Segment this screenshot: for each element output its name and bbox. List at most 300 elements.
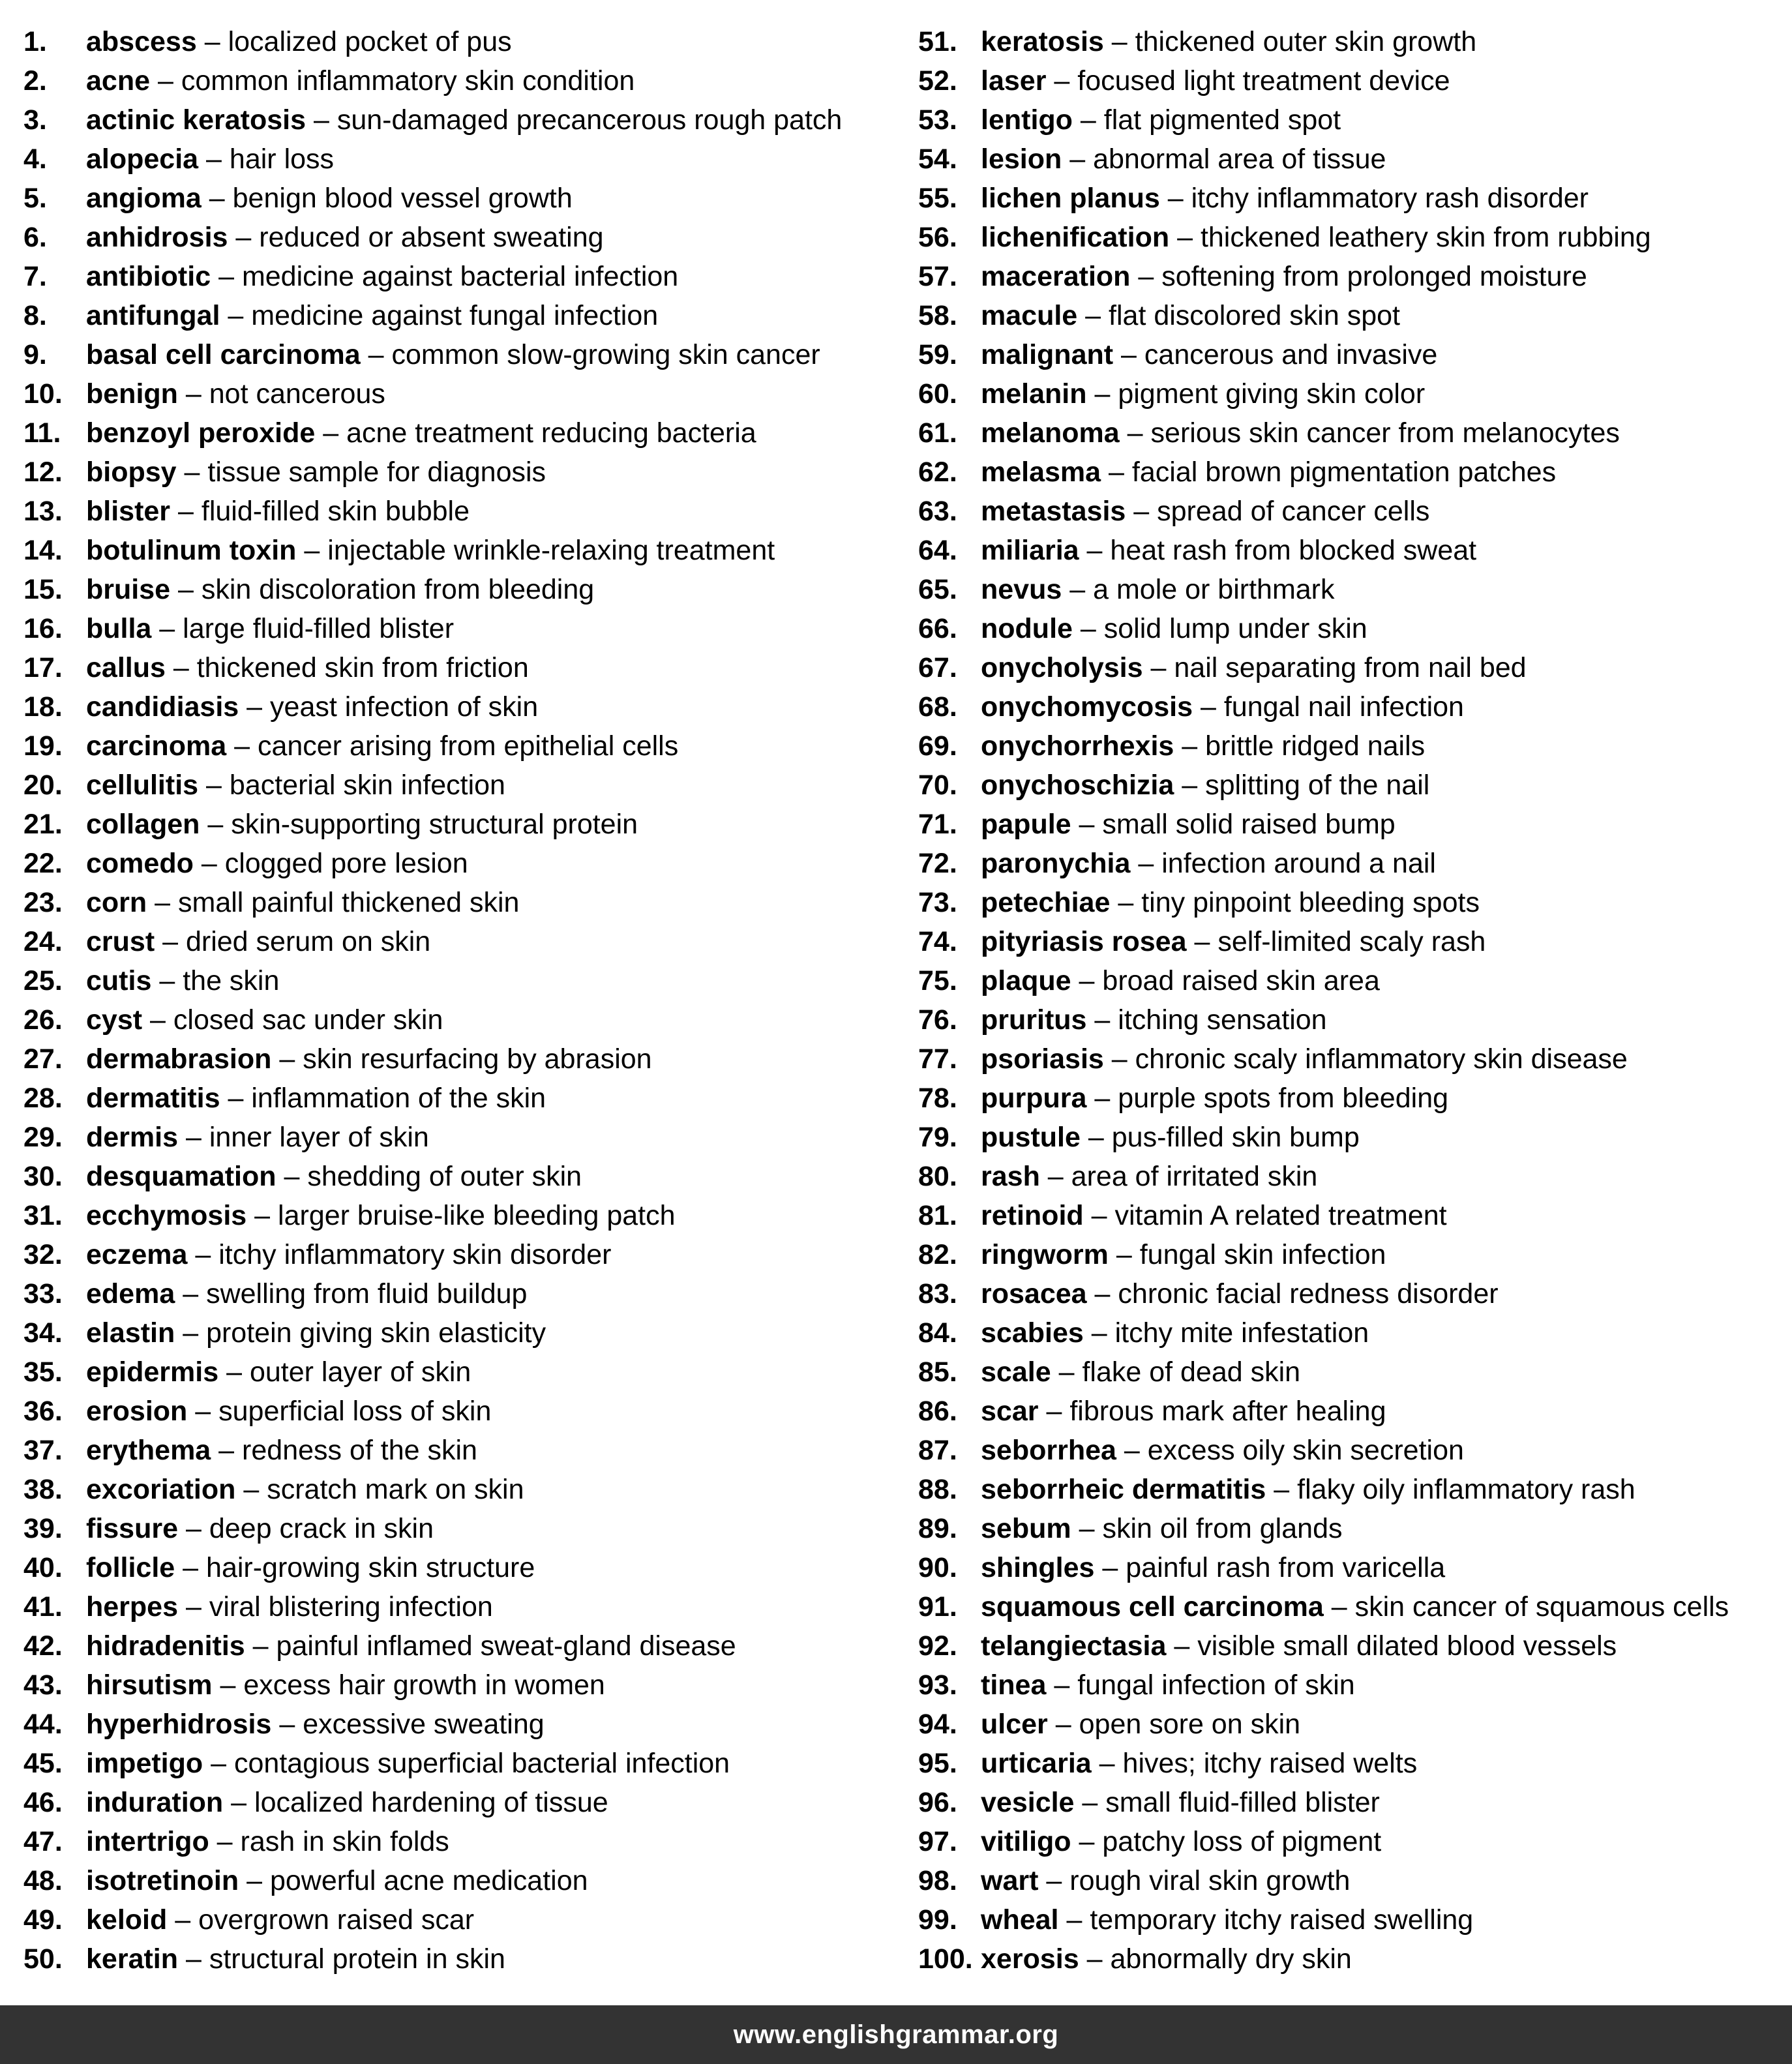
entry-number: 59.	[918, 339, 957, 370]
entry-definition: excess oily skin secretion	[1147, 1435, 1464, 1466]
entry-term: corn	[86, 887, 147, 918]
entry-dash: –	[1331, 1591, 1347, 1623]
entry-definition: fluid-filled skin bubble	[201, 496, 470, 527]
entry-number: 30.	[23, 1161, 63, 1192]
glossary-entry	[23, 1590, 842, 1629]
entry-number: 90.	[918, 1552, 957, 1583]
entry-dash: –	[1080, 104, 1096, 136]
entry-number: 85.	[918, 1356, 957, 1388]
glossary-entry	[23, 1081, 842, 1120]
glossary-entry	[918, 768, 1729, 807]
entry-term: lichenification	[981, 222, 1170, 253]
entry-number: 20.	[23, 770, 63, 801]
entry-number: 66.	[918, 613, 957, 644]
entry-number: 91.	[918, 1591, 957, 1623]
glossary-entry	[918, 651, 1729, 690]
entry-number: 19.	[23, 730, 63, 762]
entry-definition: medicine against bacterial infection	[241, 261, 679, 292]
entry-dash: –	[159, 965, 175, 996]
entry-definition: fibrous mark after healing	[1069, 1396, 1386, 1427]
glossary-entry	[23, 181, 842, 220]
entry-number: 37.	[23, 1435, 63, 1466]
entry-dash: –	[235, 222, 252, 253]
entry-definition: small fluid-filled blister	[1105, 1787, 1380, 1818]
entry-number: 51.	[918, 26, 957, 57]
entry-number: 43.	[23, 1669, 63, 1701]
entry-definition: large fluid-filled blister	[183, 613, 455, 644]
entry-term: anhidrosis	[86, 222, 228, 253]
entry-definition: small painful thickened skin	[178, 887, 520, 918]
glossary-entry	[918, 1707, 1729, 1746]
entry-definition: purple spots from bleeding	[1118, 1083, 1449, 1114]
glossary-entry	[23, 1042, 842, 1081]
entry-definition: the skin	[183, 965, 280, 996]
entry-number: 58.	[918, 300, 957, 331]
entry-number: 32.	[23, 1239, 63, 1270]
glossary-entry	[918, 377, 1729, 416]
entry-number: 42.	[23, 1630, 63, 1662]
entry-definition: hair-growing skin structure	[206, 1552, 535, 1583]
glossary-entry	[23, 768, 842, 807]
entry-dash: –	[1088, 1122, 1104, 1153]
entry-number: 28.	[23, 1083, 63, 1114]
entry-dash: –	[1111, 26, 1127, 57]
entry-definition: protein giving skin elasticity	[206, 1317, 546, 1349]
entry-number: 29.	[23, 1122, 63, 1153]
glossary-entry	[918, 181, 1729, 220]
entry-term: dermatitis	[86, 1083, 220, 1114]
glossary-entry	[918, 964, 1729, 1003]
entry-definition: tissue sample for diagnosis	[207, 456, 546, 488]
entry-term: follicle	[86, 1552, 175, 1583]
entry-term: bruise	[86, 574, 171, 605]
entry-dash: –	[1046, 1865, 1062, 1896]
glossary-entry	[23, 925, 842, 964]
entry-number: 18.	[23, 691, 63, 723]
entry-number: 46.	[23, 1787, 63, 1818]
glossary-entry	[918, 338, 1729, 377]
entry-number: 62.	[918, 456, 957, 488]
entry-dash: –	[1046, 1396, 1062, 1427]
glossary-entry	[918, 1512, 1729, 1551]
entry-definition: pigment giving skin color	[1118, 378, 1426, 410]
entry-number: 2.	[23, 65, 47, 97]
entry-definition: cancer arising from epithelial cells	[257, 730, 679, 762]
entry-term: vesicle	[981, 1787, 1075, 1818]
glossary-entry	[918, 1159, 1729, 1199]
entry-dash: –	[1079, 965, 1095, 996]
entry-term: petechiae	[981, 887, 1111, 918]
entry-definition: area of irritated skin	[1071, 1161, 1318, 1192]
entry-number: 60.	[918, 378, 957, 410]
entry-dash: –	[284, 1161, 300, 1192]
entry-number: 82.	[918, 1239, 957, 1270]
entry-dash: –	[279, 1043, 295, 1075]
entry-term: collagen	[86, 809, 200, 840]
entry-dash: –	[234, 730, 250, 762]
entry-definition: common inflammatory skin condition	[181, 65, 635, 97]
entry-number: 24.	[23, 926, 63, 957]
glossary-entry	[918, 64, 1729, 103]
glossary-column-left	[23, 25, 842, 1981]
entry-number: 47.	[23, 1826, 63, 1857]
entry-dash: –	[1069, 574, 1086, 605]
glossary-entry	[23, 1903, 842, 1942]
entry-term: onychomycosis	[981, 691, 1193, 723]
entry-dash: –	[1274, 1474, 1290, 1505]
entry-term: melanoma	[981, 417, 1120, 449]
entry-term: actinic keratosis	[86, 104, 306, 136]
entry-definition: brittle ridged nails	[1205, 730, 1426, 762]
entry-term: keratin	[86, 1943, 179, 1975]
entry-number: 94.	[918, 1709, 957, 1740]
glossary-entry	[23, 1159, 842, 1199]
entry-dash: –	[1182, 730, 1198, 762]
entry-term: onycholysis	[981, 652, 1143, 683]
entry-number: 54.	[918, 143, 957, 175]
glossary-entry	[918, 455, 1729, 494]
entry-term: scar	[981, 1396, 1039, 1427]
entry-dash: –	[1047, 1161, 1064, 1192]
entry-term: psoriasis	[981, 1043, 1104, 1075]
entry-dash: –	[1079, 1513, 1095, 1544]
entry-term: lesion	[981, 143, 1062, 175]
entry-term: lentigo	[981, 104, 1073, 136]
entry-term: dermabrasion	[86, 1043, 272, 1075]
entry-dash: –	[1182, 770, 1198, 801]
entry-number: 33.	[23, 1278, 63, 1309]
entry-term: antibiotic	[86, 261, 211, 292]
entry-dash: –	[1094, 1004, 1111, 1036]
glossary-entry	[918, 1942, 1729, 1981]
entry-term: candidiasis	[86, 691, 239, 723]
entry-term: ulcer	[981, 1709, 1048, 1740]
glossary-entry	[23, 1433, 842, 1473]
entry-definition: not cancerous	[209, 378, 385, 410]
entry-dash: –	[209, 183, 225, 214]
entry-number: 57.	[918, 261, 957, 292]
glossary-entry	[23, 1864, 842, 1903]
glossary-entry	[23, 455, 842, 494]
entry-number: 45.	[23, 1748, 63, 1779]
entry-definition: flat pigmented spot	[1103, 104, 1341, 136]
entry-number: 78.	[918, 1083, 957, 1114]
glossary-entry	[918, 846, 1729, 886]
glossary-entry	[23, 494, 842, 533]
entry-term: squamous cell carcinoma	[981, 1591, 1324, 1623]
entry-number: 77.	[918, 1043, 957, 1075]
glossary-entry	[23, 1512, 842, 1551]
glossary-entry	[23, 25, 842, 64]
glossary-entry	[918, 142, 1729, 181]
entry-definition: fungal infection of skin	[1077, 1669, 1355, 1701]
entry-term: hyperhidrosis	[86, 1709, 272, 1740]
entry-definition: inner layer of skin	[209, 1122, 429, 1153]
entry-dash: –	[368, 339, 384, 370]
glossary-entry	[23, 338, 842, 377]
entry-number: 21.	[23, 809, 63, 840]
entry-definition: injectable wrinkle-relaxing treatment	[327, 535, 775, 566]
entry-term: melanin	[981, 378, 1087, 410]
entry-dash: –	[162, 926, 179, 957]
entry-dash: –	[1094, 1083, 1111, 1114]
entry-definition: acne treatment reducing bacteria	[346, 417, 756, 449]
glossary-entry	[918, 494, 1729, 533]
entry-definition: medicine against fungal infection	[251, 300, 659, 331]
entry-number: 56.	[918, 222, 957, 253]
entry-definition: scratch mark on skin	[267, 1474, 524, 1505]
entry-term: basal cell carcinoma	[86, 339, 361, 370]
entry-definition: fungal nail infection	[1223, 691, 1464, 723]
entry-term: epidermis	[86, 1356, 219, 1388]
glossary-entry	[23, 64, 842, 103]
entry-term: pityriasis rosea	[981, 926, 1187, 957]
glossary-entry	[23, 142, 842, 181]
entry-term: urticaria	[981, 1748, 1092, 1779]
entry-dash: –	[228, 1083, 244, 1114]
entry-definition: a mole or birthmark	[1093, 574, 1335, 605]
entry-term: telangiectasia	[981, 1630, 1167, 1662]
glossary-entry	[918, 1668, 1729, 1707]
entry-term: macule	[981, 300, 1078, 331]
glossary-entry	[918, 1825, 1729, 1864]
entry-definition: tiny pinpoint bleeding spots	[1141, 887, 1480, 918]
entry-definition: hair loss	[229, 143, 335, 175]
entry-number: 75.	[918, 965, 957, 996]
entry-term: hirsutism	[86, 1669, 213, 1701]
entry-dash: –	[150, 1004, 166, 1036]
glossary-entry	[23, 1629, 842, 1668]
glossary-entry	[23, 299, 842, 338]
entry-definition: localized pocket of pus	[228, 26, 512, 57]
entry-definition: thickened outer skin growth	[1135, 26, 1477, 57]
entry-term: induration	[86, 1787, 224, 1818]
entry-term: isotretinoin	[86, 1865, 239, 1896]
entry-term: seborrhea	[981, 1435, 1116, 1466]
glossary-column-right	[918, 25, 1729, 1981]
entry-definition: abnormally dry skin	[1110, 1943, 1352, 1975]
entry-term: shingles	[981, 1552, 1095, 1583]
glossary-entry	[918, 1473, 1729, 1512]
entry-definition: viral blistering infection	[209, 1591, 493, 1623]
entry-dash: –	[1194, 926, 1210, 957]
entry-dash: –	[185, 1943, 202, 1975]
entry-term: nodule	[981, 613, 1073, 644]
glossary-entry	[918, 1042, 1729, 1081]
glossary-entry	[918, 1081, 1729, 1120]
entry-definition: powerful acne medication	[269, 1865, 588, 1896]
entry-number: 41.	[23, 1591, 63, 1623]
entry-definition: redness of the skin	[242, 1435, 477, 1466]
glossary-entry	[918, 925, 1729, 964]
entry-definition: outer layer of skin	[249, 1356, 471, 1388]
entry-dash: –	[1167, 183, 1184, 214]
entry-dash: –	[183, 1317, 199, 1349]
entry-definition: excess hair growth in women	[243, 1669, 605, 1701]
entry-definition: serious skin cancer from melanocytes	[1150, 417, 1620, 449]
entry-definition: closed sac under skin	[173, 1004, 443, 1036]
entry-term: onychoschizia	[981, 770, 1174, 801]
entry-definition: inflammation of the skin	[251, 1083, 546, 1114]
entry-number: 72.	[918, 848, 957, 879]
entry-dash: –	[1091, 1317, 1107, 1349]
entry-term: keratosis	[981, 26, 1104, 57]
entry-definition: solid lump under skin	[1103, 613, 1367, 644]
entry-term: plaque	[981, 965, 1071, 996]
glossary-entry	[23, 964, 842, 1003]
entry-definition: painful inflamed sweat-gland disease	[276, 1630, 736, 1662]
glossary-entry	[23, 1238, 842, 1277]
glossary-entry	[918, 807, 1729, 846]
entry-term: dermis	[86, 1122, 179, 1153]
glossary-entry	[918, 1629, 1729, 1668]
entry-number: 97.	[918, 1826, 957, 1857]
entry-term: cutis	[86, 965, 152, 996]
glossary-entry	[918, 1590, 1729, 1629]
entry-term: laser	[981, 65, 1047, 97]
entry-term: carcinoma	[86, 730, 227, 762]
entry-number: 25.	[23, 965, 63, 996]
entry-dash: –	[304, 535, 320, 566]
entry-term: nevus	[981, 574, 1062, 605]
glossary-entry	[23, 377, 842, 416]
glossary-entry	[918, 1277, 1729, 1316]
entry-definition: hives; itchy raised welts	[1122, 1748, 1418, 1779]
entry-number: 87.	[918, 1435, 957, 1466]
entry-term: abscess	[86, 26, 197, 57]
glossary-entry	[23, 1355, 842, 1394]
glossary-entry	[918, 1238, 1729, 1277]
entry-number: 71.	[918, 809, 957, 840]
entry-number: 49.	[23, 1904, 63, 1936]
entry-dash: –	[178, 574, 194, 605]
entry-number: 23.	[23, 887, 63, 918]
glossary-entry	[918, 1316, 1729, 1355]
glossary-entry	[918, 1120, 1729, 1159]
entry-dash: –	[155, 887, 171, 918]
entry-number: 15.	[23, 574, 63, 605]
entry-number: 69.	[918, 730, 957, 762]
entry-dash: –	[195, 1396, 211, 1427]
entry-dash: –	[1085, 300, 1101, 331]
entry-dash: –	[1094, 378, 1111, 410]
entry-definition: abnormal area of tissue	[1093, 143, 1386, 175]
entry-definition: flake of dead skin	[1082, 1356, 1301, 1388]
entry-dash: –	[185, 1591, 202, 1623]
entry-dash: –	[211, 1748, 227, 1779]
glossary-entry	[918, 1786, 1729, 1825]
glossary-entry	[23, 1394, 842, 1433]
entry-definition: contagious superficial bacterial infection	[234, 1748, 730, 1779]
entry-dash: –	[252, 1630, 269, 1662]
entry-dash: –	[246, 691, 263, 723]
entry-definition: pus-filled skin bump	[1111, 1122, 1360, 1153]
entry-dash: –	[178, 496, 194, 527]
entry-dash: –	[218, 1435, 235, 1466]
entry-term: retinoid	[981, 1200, 1084, 1231]
entry-number: 86.	[918, 1396, 957, 1427]
entry-definition: softening from prolonged moisture	[1161, 261, 1587, 292]
glossary-entry	[23, 220, 842, 260]
glossary-entry	[23, 1786, 842, 1825]
footer-website-link[interactable]: www.englishgrammar.org	[733, 2020, 1059, 2049]
glossary-entry	[23, 260, 842, 299]
entry-number: 17.	[23, 652, 63, 683]
entry-definition: thickened leathery skin from rubbing	[1200, 222, 1651, 253]
entry-term: erythema	[86, 1435, 211, 1466]
entry-number: 3.	[23, 104, 47, 136]
entry-definition: cancerous and invasive	[1144, 339, 1438, 370]
glossary-entry	[918, 1199, 1729, 1238]
entry-term: purpura	[981, 1083, 1087, 1114]
entry-dash: –	[207, 809, 224, 840]
entry-definition: overgrown raised scar	[198, 1904, 475, 1936]
entry-number: 10.	[23, 378, 63, 410]
entry-term: botulinum toxin	[86, 535, 297, 566]
glossary-entry	[23, 651, 842, 690]
entry-term: hidradenitis	[86, 1630, 245, 1662]
entry-number: 98.	[918, 1865, 957, 1896]
entry-dash: –	[175, 1904, 191, 1936]
entry-term: wart	[981, 1865, 1039, 1896]
entry-definition: itching sensation	[1118, 1004, 1327, 1036]
entry-dash: –	[1069, 143, 1086, 175]
glossary-entry	[23, 533, 842, 573]
entry-dash: –	[228, 300, 244, 331]
entry-number: 63.	[918, 496, 957, 527]
glossary-entry	[918, 533, 1729, 573]
entry-term: crust	[86, 926, 155, 957]
entry-dash: –	[173, 652, 189, 683]
glossary-entry	[23, 1942, 842, 1981]
entry-dash: –	[183, 1552, 199, 1583]
entry-dash: –	[220, 1669, 236, 1701]
entry-definition: itchy inflammatory rash disorder	[1191, 183, 1589, 214]
entry-dash: –	[1079, 1826, 1095, 1857]
glossary-entry	[918, 612, 1729, 651]
entry-definition: flat discolored skin spot	[1109, 300, 1400, 331]
entry-definition: yeast infection of skin	[270, 691, 539, 723]
entry-definition: spread of cancer cells	[1157, 496, 1430, 527]
entry-dash: –	[1086, 1943, 1103, 1975]
entry-dash: –	[159, 613, 175, 644]
entry-number: 50.	[23, 1943, 63, 1975]
entry-number: 22.	[23, 848, 63, 879]
entry-number: 52.	[918, 65, 957, 97]
entry-term: desquamation	[86, 1161, 276, 1192]
glossary-entry	[23, 1473, 842, 1512]
entry-definition: itchy inflammatory skin disorder	[218, 1239, 612, 1270]
glossary-entry	[918, 1746, 1729, 1786]
entry-term: antifungal	[86, 300, 220, 331]
entry-term: paronychia	[981, 848, 1131, 879]
entry-term: erosion	[86, 1396, 188, 1427]
entry-term: impetigo	[86, 1748, 203, 1779]
footer-bar	[0, 2005, 1792, 2064]
entry-dash: –	[1055, 1709, 1071, 1740]
entry-term: miliaria	[981, 535, 1079, 566]
entry-dash: –	[185, 378, 202, 410]
entry-definition: self-limited scaly rash	[1217, 926, 1486, 957]
entry-number: 36.	[23, 1396, 63, 1427]
glossary-entry	[23, 416, 842, 455]
entry-dash: –	[1099, 1748, 1115, 1779]
entry-term: keloid	[86, 1904, 168, 1936]
glossary-entry	[918, 25, 1729, 64]
entry-dash: –	[218, 261, 234, 292]
entry-term: alopecia	[86, 143, 199, 175]
entry-term: ecchymosis	[86, 1200, 247, 1231]
